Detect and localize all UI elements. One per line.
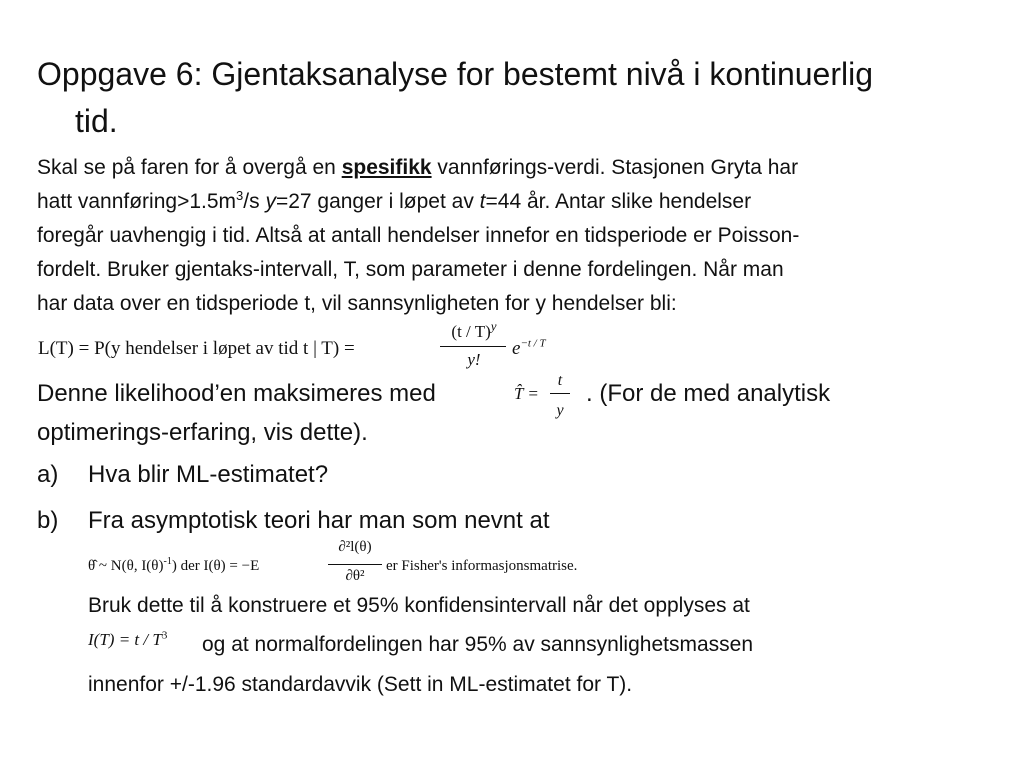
question-a-text: Hva blir ML-estimatet?: [88, 461, 329, 488]
slide-title-line-1: Oppgave 6: Gjentaksanalyse for bestemt nivå i kontinuerlig: [37, 56, 874, 92]
question-a-marker: a): [37, 461, 59, 488]
t-hat-denominator: y: [556, 402, 564, 419]
intro-line-3: foregår uavhengig i tid. Altså at antall hendelser innefor en tidsperiode er Poisson-: [37, 224, 800, 247]
likelihood-text-b: . (For de med analytisk: [586, 380, 831, 407]
likelihood-fraction-numerator: (t / T)$^y$: [451, 318, 497, 341]
exponential-factor: $e^{-t / T}$: [512, 337, 546, 359]
fisher-information-formula: $I(T) = t / T^3$: [88, 629, 168, 649]
fisher-fraction-denominator: ∂θ²: [345, 568, 365, 584]
intro-text: vannførings-verdi. Stasjonen Gryta har: [431, 156, 799, 179]
fisher-formula-a: θ̂ ~ N(θ, $I(\theta)^{-1}$) der I(θ) = −E: [88, 556, 260, 574]
part-b-line-3: innenfor +/-1.96 standardavvik (Sett in ML-estimatet for T).: [88, 673, 633, 696]
likelihood-text-a: Denne likelihood’en maksimeres med: [37, 380, 436, 407]
question-b-marker: b): [37, 507, 59, 534]
intro-line-2: [37, 185, 751, 219]
t-hat-numerator: t: [557, 372, 563, 389]
intro-line-1: [37, 151, 798, 185]
intro-text: hatt vannføring>1.5m: [37, 190, 237, 213]
question-b-text: Fra asymptotisk teori har man som nevnt at: [88, 507, 550, 534]
t-hat-lhs: T̂ =: [514, 384, 539, 403]
likelihood-formula-lhs: L(T) = P(y hendelser i løpet av tid t | T) =: [38, 338, 355, 359]
intro-text: Skal se på faren for å overgå en: [37, 156, 342, 179]
intro-line-5: har data over en tidsperiode t, vil sannsynligheten for y hendelser bli:: [37, 292, 677, 315]
part-b-line-2: og at normalfordelingen har 95% av sannsynlighetsmassen: [202, 633, 753, 656]
variable-y: y: [265, 190, 276, 213]
fraction-bar: [328, 564, 382, 565]
fisher-fraction-numerator: ∂²l(θ): [338, 539, 372, 555]
variable-t: t: [479, 190, 486, 213]
intro-text: =27 ganger i løpet av: [275, 190, 480, 213]
slide-title-line-2: tid.: [75, 103, 118, 139]
part-b-line-1: Bruk dette til å konstruere et 95% konfidensintervall når det opplyses at: [88, 594, 750, 617]
intro-text: /s: [243, 190, 266, 213]
superscript: 3: [236, 188, 244, 203]
likelihood-text-c: optimerings-erfaring, vis dette).: [37, 419, 368, 446]
intro-line-4: fordelt. Bruker gjentaks-intervall, T, som parameter i denne fordelingen. Når man: [37, 258, 784, 281]
emphasis-word: spesifikk: [341, 156, 432, 179]
fraction-bar: [550, 393, 570, 394]
intro-text: =44 år. Antar slike hendelser: [485, 190, 752, 213]
likelihood-fraction-denominator: y!: [467, 350, 481, 369]
fisher-formula-c: er Fisher's informasjonsmatrise.: [386, 558, 578, 574]
fraction-bar: [440, 346, 506, 347]
